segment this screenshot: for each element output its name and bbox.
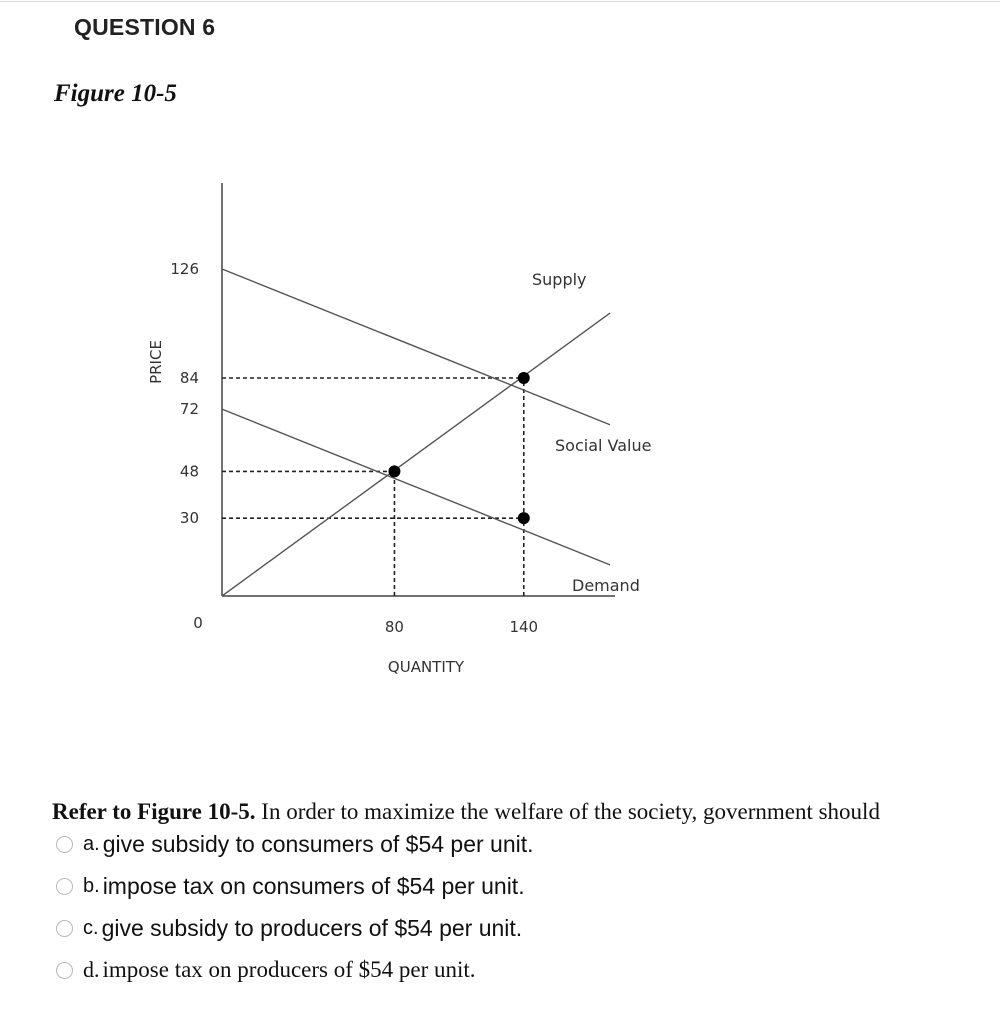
option-d-letter: d.	[83, 957, 100, 982]
option-c-text: give subsidy to producers of $54 per unit.	[101, 914, 523, 941]
social-value-label: Social Value	[555, 436, 652, 455]
option-c-letter: c.	[83, 916, 99, 939]
y-axis-label: PRICE	[147, 340, 165, 384]
radio-button-d[interactable]	[56, 962, 73, 979]
origin-label: 0	[193, 614, 203, 632]
y-tick-label-126: 126	[170, 260, 199, 278]
supply-curve	[222, 313, 610, 596]
option-d[interactable]	[56, 956, 476, 984]
radio-button-c[interactable]	[56, 920, 73, 937]
radio-button-a[interactable]	[56, 836, 73, 853]
data-point-0	[388, 465, 400, 477]
question-header: QUESTION 6	[74, 14, 216, 40]
figure-title: Figure 10-5	[54, 80, 177, 107]
y-tick-label-84: 84	[179, 369, 199, 387]
data-point-1	[518, 372, 530, 384]
y-tick-label-48: 48	[179, 462, 199, 481]
option-a-letter: a.	[83, 832, 100, 855]
y-tick-label-30: 30	[179, 509, 199, 528]
option-b-letter: b.	[83, 874, 100, 897]
option-d-text: impose tax on producers of $54 per unit.	[102, 957, 476, 982]
option-a[interactable]	[56, 830, 534, 858]
y-tick-label-72: 72	[179, 400, 199, 419]
option-c[interactable]	[56, 914, 522, 942]
radio-button-b[interactable]	[56, 878, 73, 895]
x-tick-label-140: 140	[509, 618, 539, 636]
question-prompt	[52, 799, 880, 825]
x-tick-label-80: 80	[384, 618, 404, 636]
prompt-text: In order to maximize the welfare of the society, government should	[255, 799, 880, 824]
prompt-reference: Refer to Figure 10-5.	[52, 799, 256, 824]
demand-curve	[222, 409, 610, 565]
option-b-text: impose tax on consumers of $54 per unit.	[102, 872, 525, 899]
option-a-text: give subsidy to consumers of $54 per unit.	[102, 830, 534, 857]
data-point-2	[518, 512, 530, 524]
x-axis-label: QUANTITY	[387, 658, 465, 676]
demand-label: Demand	[572, 576, 640, 595]
supply-label: Supply	[532, 270, 587, 289]
social-value-curve	[222, 269, 610, 425]
option-b[interactable]	[56, 872, 525, 900]
